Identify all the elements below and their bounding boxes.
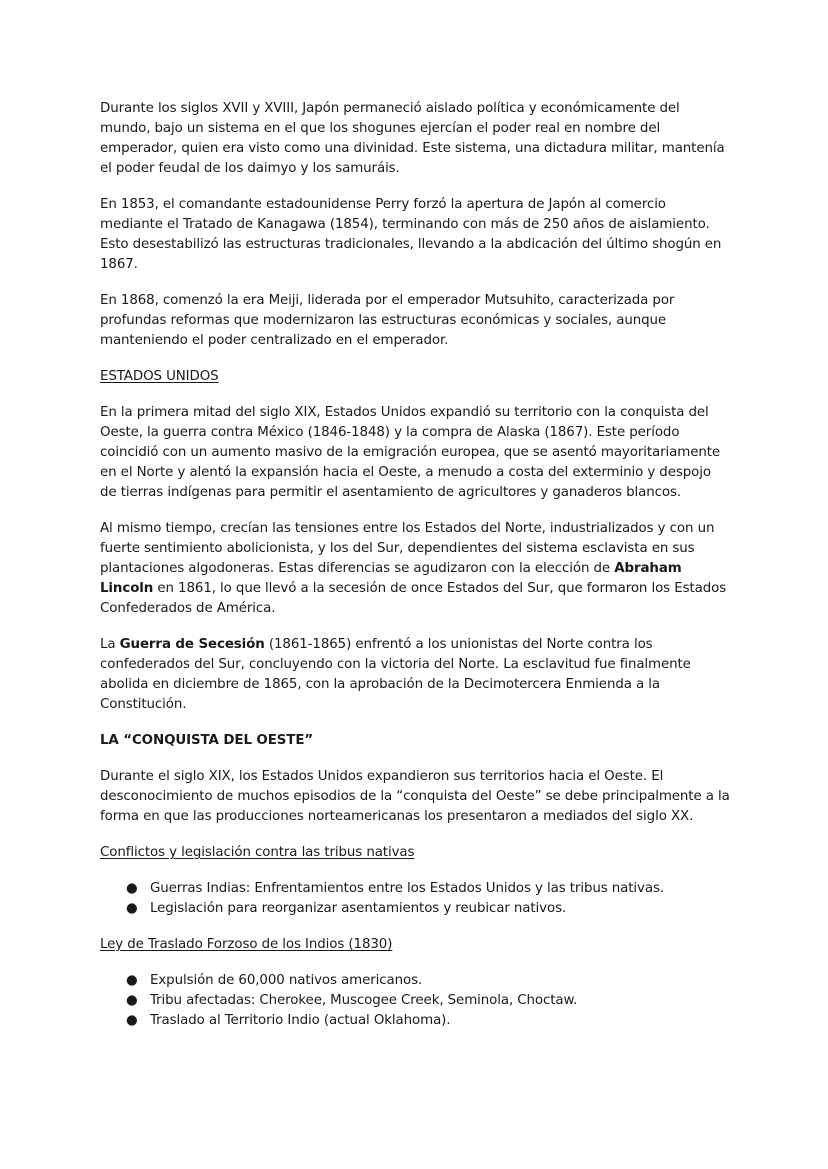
text-fragment: Al mismo tiempo, crecían las tensiones entre los Estados del Norte, industrializados y con un fuerte sentimiento abolicionista, y los del Sur, dependientes del sistema esclavista en sus plantaciones algodoneras. Estas diferencias se agudizaron con la elección de xyxy=(100,521,715,576)
list-item xyxy=(100,1011,730,1031)
list-item xyxy=(100,991,730,1011)
bullet-icon: ● xyxy=(126,881,138,896)
heading-estados-unidos: ESTADOS UNIDOS xyxy=(100,369,219,384)
bold-guerra-de-secesion: Guerra de Secesión xyxy=(119,637,265,652)
bold-abraham-lincoln: Abraham Lincoln xyxy=(100,561,682,596)
list-ley-traslado xyxy=(100,971,730,1031)
paragraph-japan-isolation: Durante los siglos XVII y XVIII, Japón permaneció aislado política y económicamente del mundo, bajo un sistema en el que los shogunes ejercían el poder real en nombre del emperador, quien era visto como una divinidad. Este sistema, una dictadura militar, mantenía el poder feudal de los daimyo y los samuráis. xyxy=(100,101,725,176)
heading-conquista-text: LA “CONQUISTA DEL OESTE” xyxy=(100,733,314,748)
list-item xyxy=(100,879,730,899)
list-item-text: Tribu afectadas: Cherokee, Muscogee Creek, Seminola, Choctaw. xyxy=(150,993,578,1008)
list-item-text: Guerras Indias: Enfrentamientos entre los Estados Unidos y las tribus nativas. xyxy=(150,881,664,896)
paragraph-conquista: Durante el siglo XIX, los Estados Unidos expandieron sus territorios hacia el Oeste. El desconocimiento de muchos episodios de la “conquista del Oeste” se debe principalmente a la forma en que las producciones norteamericanas los presentaron a mediados del siglo XX. xyxy=(100,769,730,824)
text-fragment: La xyxy=(100,637,120,652)
subheading-conflictos: Conflictos y legislación contra las tribus nativas xyxy=(100,845,415,860)
text-fragment: en 1861, lo que llevó a la secesión de once Estados del Sur, que formaron los Estados Confederados de América. xyxy=(100,581,727,616)
bullet-icon: ● xyxy=(126,1013,138,1028)
paragraph-tensions xyxy=(100,519,730,619)
paragraph-expansion: En la primera mitad del siglo XIX, Estados Unidos expandió su territorio con la conquista del Oeste, la guerra contra México (1846-1848) y la compra de Alaska (1867). Este período coincidió con un aumento masivo de la emigración europea, que se asentó mayoritariamente en el Norte y alentó la expansión hacia el Oeste, a menudo a costa del exterminio y despojo de tierras indígenas para permitir el asentamiento de agricultores y ganaderos blancos. xyxy=(100,405,721,500)
bullet-icon: ● xyxy=(126,901,138,916)
text-fragment: (1861-1865) enfrentó a los unionistas del Norte contra los confederados del Sur, concluyendo con la victoria del Norte. La esclavitud fue finalmente abolida en diciembre de 1865, con la aprobación de la Decimotercera Enmienda a la Constitución. xyxy=(100,637,691,712)
list-item-text: Legislación para reorganizar asentamientos y reubicar nativos. xyxy=(150,901,567,916)
paragraph-perry: En 1853, el comandante estadounidense Perry forzó la apertura de Japón al comercio mediante el Tratado de Kanagawa (1854), terminando con más de 250 años de aislamiento. Esto desestabilizó las estructuras tradicionales, llevando a la abdicación del último shogún en 1867. xyxy=(100,197,722,272)
bullet-icon: ● xyxy=(126,973,138,988)
subheading-ley-traslado: Ley de Traslado Forzoso de los Indios (1830) xyxy=(100,937,393,952)
bullet-icon: ● xyxy=(126,993,138,1008)
heading-conquista-del-oeste xyxy=(100,731,730,751)
list-item xyxy=(100,899,730,919)
list-item-text: Expulsión de 60,000 nativos americanos. xyxy=(150,973,423,988)
list-conflictos xyxy=(100,879,730,919)
list-item-text: Traslado al Territorio Indio (actual Oklahoma). xyxy=(150,1013,451,1028)
list-item xyxy=(100,971,730,991)
paragraph-secession xyxy=(100,635,730,715)
paragraph-meiji: En 1868, comenzó la era Meiji, liderada por el emperador Mutsuhito, caracterizada por profundas reformas que modernizaron las estructuras económicas y sociales, aunque manteniendo el poder centralizado en el emperador. xyxy=(100,293,675,348)
